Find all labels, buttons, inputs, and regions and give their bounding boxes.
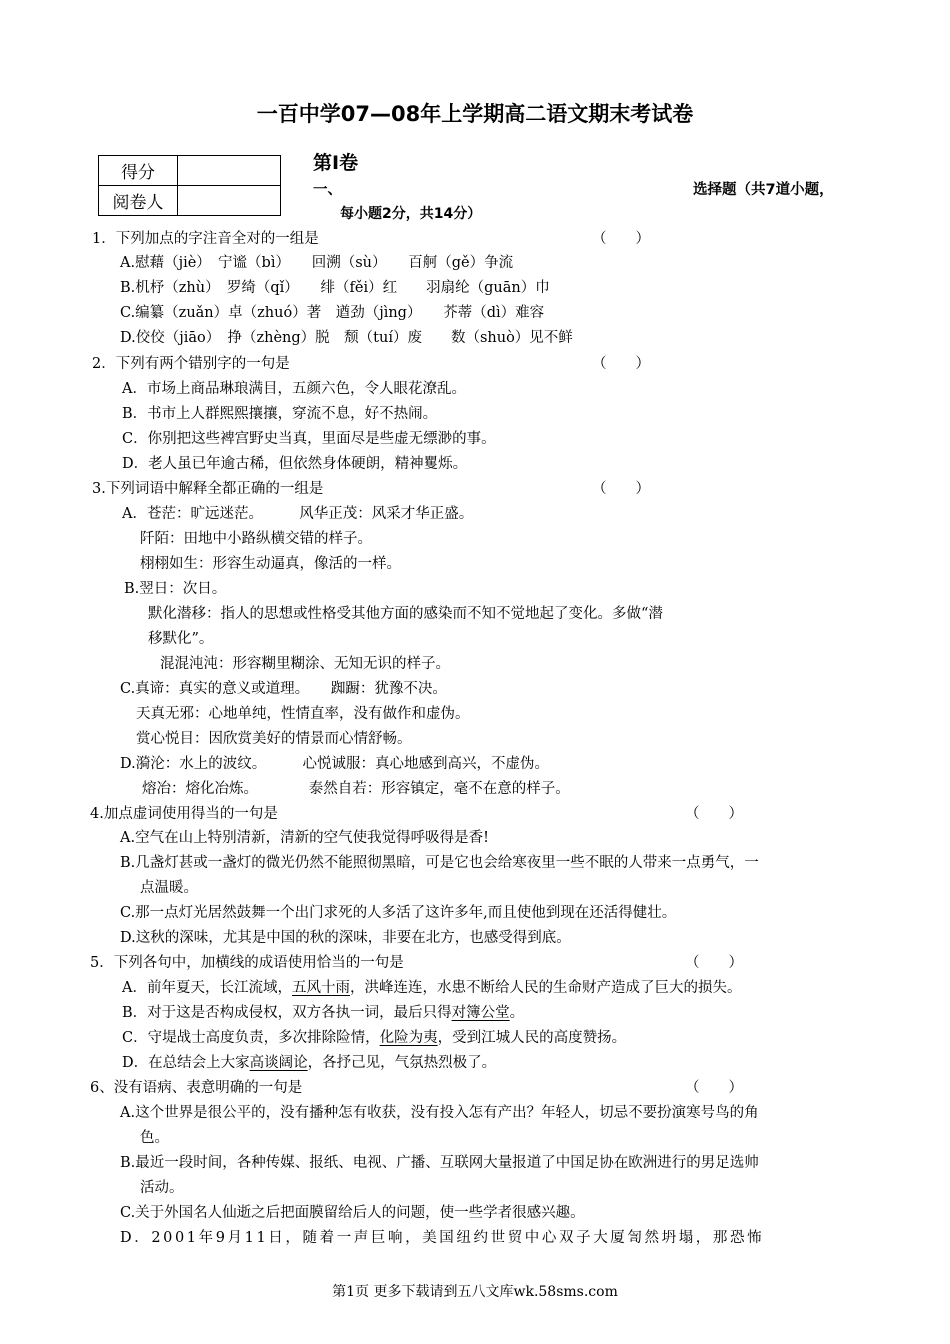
option-d: D．老人虽已年逾古稀，但依然身体硬朗，精神矍烁。 [122, 456, 468, 472]
option-a-line-1: A．苍茫：旷远迷茫。 风华正茂：风采才华正盛。 [122, 506, 474, 522]
question-4: 4.加点虚词使用得当的一句是 [90, 806, 278, 822]
grader-value-cell [178, 186, 281, 216]
option-a-line-2: 色。 [140, 1130, 169, 1146]
answer-bracket: （ ） [592, 231, 650, 247]
option-a: A．市场上商品琳琅满目，五颜六色，令人眼花潦乱。 [122, 381, 466, 397]
score-label: 得分 [99, 156, 178, 186]
option-b-line-2: 活动。 [140, 1180, 184, 1196]
option-d: D．2001年9月11日，随着一声巨响，美国纽约世贸中心双子大厦訇然坍塌，那恐怖 [120, 1230, 765, 1246]
answer-bracket: （ ） [592, 356, 650, 372]
option-d [122, 1051, 496, 1072]
option-text: B．对于这是否构成侵权，双方各执一词，最后只得 [122, 1005, 452, 1021]
answer-bracket: （ ） [592, 481, 650, 497]
option-b-line-1: B.翌日：次日。 [124, 581, 227, 597]
option-b: B．书市上人群熙熙攘攘，穿流不息，好不热闹。 [122, 406, 438, 422]
answer-bracket: （ ） [685, 1080, 743, 1096]
option-text: ，洪峰连连，水患不断给人民的生命财产造成了巨大的损失。 [349, 980, 742, 996]
option-d-line-1: D.漪沦：水上的波纹。 心悦诚服：真心地感到高兴，不虚伪。 [120, 756, 549, 772]
question-2: 2．下列有两个错别字的一句是 [92, 356, 290, 372]
question-1: 1．下列加点的字注音全对的一组是 [92, 231, 319, 247]
question-6: 6、没有语病、表意明确的一句是 [90, 1080, 303, 1096]
option-c: C.那一点灯光居然鼓舞一个出门求死的人多活了这许多年,而且使他到现在还活得健壮。 [120, 905, 677, 921]
option-text: ，各抒己见，气氛热烈极了。 [307, 1055, 497, 1071]
underlined-idiom: 对簿公堂 [451, 1005, 510, 1021]
option-text: A．前年夏天，长江流域， [122, 980, 292, 996]
option-a: A.空气在山上特别清新，清新的空气使我觉得呼吸得是香! [120, 830, 489, 846]
option-b-line-2: 点温暖。 [140, 880, 198, 896]
option-text: D．在总结会上大家 [122, 1055, 250, 1071]
option-c: C.关于外国名人仙逝之后把面膜留给后人的问题，使一些学者很感兴趣。 [120, 1205, 585, 1221]
answer-bracket: （ ） [685, 955, 743, 971]
underlined-idiom: 五风十雨 [291, 980, 350, 996]
grader-label: 阅卷人 [99, 186, 178, 216]
underlined-idiom: 高谈阔论 [249, 1055, 308, 1071]
option-d-line-2: 熔冶：熔化冶炼。 泰然自若：形容镇定，毫不在意的样子。 [142, 781, 570, 797]
question-5: 5．下列各句中，加横线的成语使用恰当的一句是 [90, 955, 404, 971]
part-title: 选择题（共7道小题， [693, 182, 834, 198]
option-a-line-3: 栩栩如生：形容生动逼真，像活的一样。 [140, 556, 401, 572]
page-footer: 第1页 更多下载请到五八文库wk.58sms.com [332, 1284, 618, 1300]
option-c: C．你别把这些裨宫野史当真，里面尽是些虚无缥渺的事。 [122, 431, 496, 447]
exam-title: 一百中学07—08年上学期高二语文期末考试卷 [256, 102, 694, 126]
option-a [122, 976, 741, 997]
option-b-line-1: B.几盏灯甚或一盏灯的微光仍然不能照彻黑暗，可是它也会给寒夜里一些不眠的人带来一点勇气，一 [120, 855, 759, 871]
option-a-line-2: 阡陌：田地中小路纵横交错的样子。 [140, 531, 372, 547]
option-a: A.慰藉（jiè） 宁谧（bì） 回溯（sù） 百舸（gě）争流 [120, 255, 514, 271]
score-table [98, 155, 281, 216]
option-c [122, 1026, 626, 1047]
option-b: B.机杼（zhù） 罗绮（qǐ） 绯（fěi）红 羽扇纶（guān）巾 [120, 280, 550, 296]
option-b-line-1: B.最近一段时间，各种传媒、报纸、电视、广播、互联网大量报道了中国足协在欧洲进行的男足选帅 [120, 1155, 759, 1171]
option-a-line-1: A.这个世界是很公平的，没有播种怎有收获，没有投入怎有产出？年轻人，切忌不要扮演寒号鸟的角 [120, 1105, 759, 1121]
option-b [122, 1001, 524, 1022]
part-number: 一、 [313, 182, 342, 198]
score-value-cell [178, 156, 281, 186]
option-c-line-3: 赏心悦目：因欣赏美好的情景而心情舒畅。 [136, 731, 412, 747]
option-c-line-2: 天真无邪：心地单纯，性情直率，没有做作和虚伪。 [136, 706, 470, 722]
option-text: ，受到江城人民的高度赞扬。 [437, 1030, 627, 1046]
underlined-idiom: 化险为夷 [379, 1030, 438, 1046]
option-d: D.这秋的深味，尤其是中国的秋的深味，非要在北方，也感受得到底。 [120, 930, 571, 946]
section-heading: 第Ⅰ卷 [313, 152, 359, 174]
option-c-line-1: C.真谛：真实的意义或道理。 踟蹰：犹豫不决。 [120, 681, 447, 697]
option-b-line-3: 移默化”。 [148, 631, 214, 647]
part-note: 每小题2分，共14分） [340, 206, 482, 222]
option-d: D.佼佼（jiāo） 挣（zhèng）脱 颓（tuí）废 数（shuò）见不鲜 [120, 330, 573, 346]
question-3: 3.下列词语中解释全都正确的一组是 [92, 481, 324, 497]
option-b-line-2: 默化潜移：指人的思想或性格受其他方面的感染而不知不觉地起了变化。多做“潜 [148, 606, 663, 622]
option-b-line-4: 混混沌沌：形容糊里糊涂、无知无识的样子。 [160, 656, 450, 672]
answer-bracket: （ ） [685, 806, 743, 822]
option-text: C．守堤战士高度负责，多次排除险情， [122, 1030, 380, 1046]
option-text: 。 [509, 1005, 525, 1021]
option-c: C.编纂（zuǎn）卓（zhuó）著 遒劲（jìng） 芥蒂（dì）难容 [120, 305, 545, 321]
